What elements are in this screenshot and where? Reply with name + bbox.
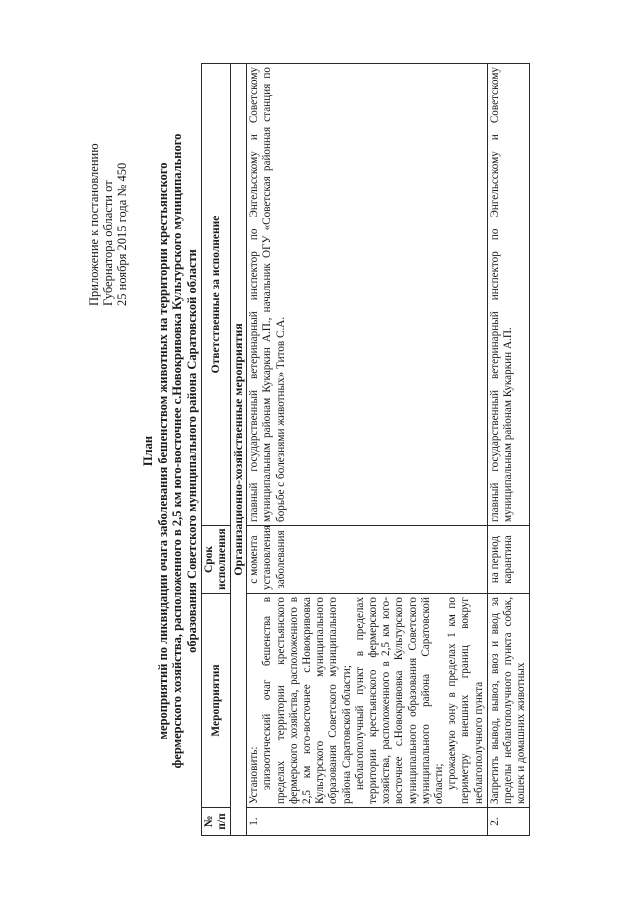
document-title: [141, 56, 199, 846]
title-line-2: мероприятий по ликвидации очага заболевания бешенством животных на территории крестьянского: [155, 162, 170, 740]
row-1-action-intro: Установить:: [248, 746, 261, 804]
row-2-term: на период карантина: [487, 526, 530, 594]
row-1-num: 1.: [247, 808, 488, 836]
row-1-action-item-1: эпизоотический очаг бешенства в пределах территории крестьянского фермерского хозяйства, расположенного в 2,5 км юго-восточнее с.Новокривовка Культурского муниципального образования Советского муниципального района Саратовской области;: [261, 597, 353, 804]
header-action: Мероприятия: [202, 594, 231, 808]
table-header-row: [202, 64, 231, 836]
row-1-action: [247, 594, 488, 808]
row-1-responsible: главный государственный ветеринарный инспектор по Энгельсскому и Советскому муниципальным районам Кукаркин А.П., начальник ОГУ «Советская районная станция по борьбе с болезнями животных» Титов С.А.: [247, 64, 488, 526]
appendix-line-2: Губернатора области от: [101, 180, 115, 306]
title-line-1: План: [141, 435, 155, 467]
title-line-3: фермерского хозяйства, расположенного в 2,5 км юго-восточнее с.Новокривовка Культурского муниципального: [170, 133, 184, 769]
row-2-action: Запретить вывод, вывоз, ввоз и ввод за пределы неблагополучного пункта собак, кошек и домашних животных: [487, 594, 530, 808]
section-title: Организационно-хозяйственные мероприятия: [231, 64, 247, 836]
section-row: [231, 64, 247, 836]
row-1-action-item-3: угрожаемую зону в пределах 1 км по периметру внешних границ вокруг неблагополучного пункта: [446, 597, 485, 804]
row-2-num: 2.: [487, 808, 530, 836]
appendix-note: [87, 143, 129, 306]
appendix-line-1: Приложение к постановлению: [87, 143, 101, 306]
table-row: [247, 64, 488, 836]
rotated-document-page: [51, 36, 611, 866]
title-line-4: образования Советского муниципального района Саратовской области: [184, 249, 199, 653]
plan-table: [201, 63, 530, 836]
row-2-responsible: главный государственный ветеринарный инспектор по Энгельсскому и Советскому муниципальным районам Кукаркин А.П.: [487, 64, 530, 526]
appendix-line-3: 25 ноября 2015 года № 450: [115, 162, 129, 306]
header-term: Срок исполнения: [202, 526, 231, 594]
table-row: [487, 64, 530, 836]
row-1-term: с момента установления заболевания: [247, 526, 488, 594]
header-responsible: Ответственные за исполнение: [202, 64, 231, 526]
header-num: № п/п: [202, 808, 231, 836]
row-1-action-item-2: неблагополучный пункт в пределах территории крестьянского фермерского хозяйства, расположенного в 2,5 км юго-восточнее с.Новокривовка Культурского муниципального образования Советского муниципального района Саратовской области;: [353, 597, 446, 804]
